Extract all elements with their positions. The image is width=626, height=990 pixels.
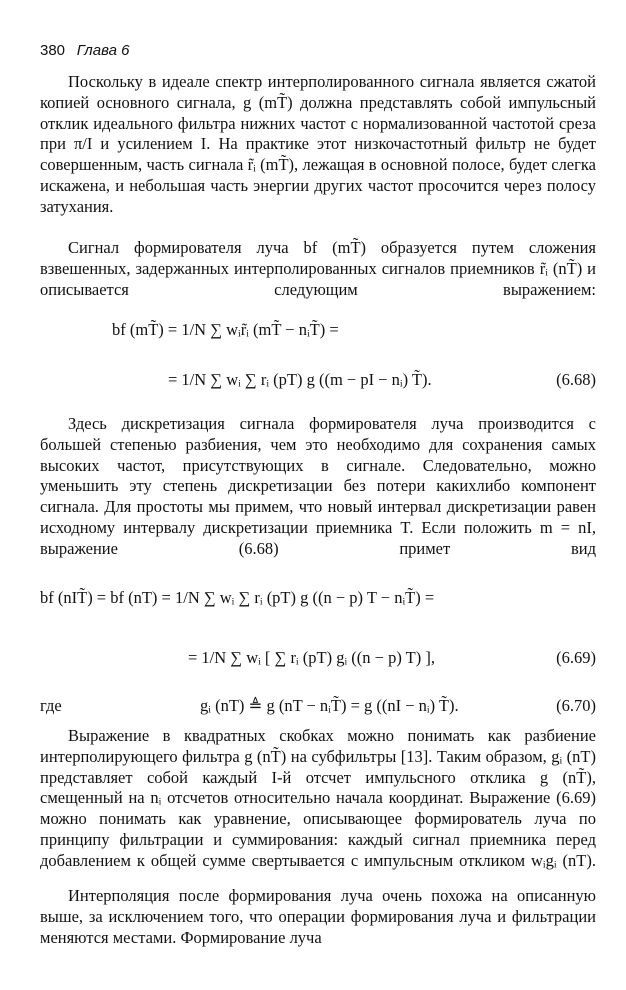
equation-6-68-line-2: = 1/N ∑ wᵢ ∑ rᵢ (pT) g ((m − pI − nᵢ) T̃). bbox=[168, 370, 432, 389]
where-word: где bbox=[40, 696, 62, 715]
chapter-title: Глава 6 bbox=[76, 42, 130, 59]
page-number: 380 bbox=[40, 42, 66, 59]
paragraph-4: Выражение в квадратных скобках можно понимать как разбиение интерполирующего фильтра g (nT̃) на субфильтры [13]. Таким образом, gᵢ (nT) представляет собой каждый I-й отсчет импульсного отклика g (nT̃), смещенный на nᵢ отсчетов относительно начала координат. Выражение (6.69) можно понимать как уравнение, описывающее формирователь луча по принципу фильтрации и суммирования: каждый сигнал приемника перед добавлением к общей сумме свертывается с импульсным откликом wᵢgᵢ (nT). bbox=[40, 726, 596, 870]
paragraph-1: Поскольку в идеале спектр интерполированного сигнала является сжатой копией основного сигнала, g (mT̃) должна представлять собой импульсный отклик идеального фильтра нижних частот с нормализованной частотой среза при π/I и усилением I. На практике этот низкочастотный фильтр не будет совершенным, часть сигнала r̃ᵢ (mT̃), лежащая в основной полосе, будет слегка искажена, и небольшая часть энергии других частот просочится через полосу затухания. bbox=[40, 72, 596, 216]
equation-number-6-68: (6.68) bbox=[556, 370, 596, 389]
equation-6-69-line-2: = 1/N ∑ wᵢ [ ∑ rᵢ (pT) gᵢ ((n − p) T) ], bbox=[188, 648, 435, 667]
page-header bbox=[40, 42, 129, 60]
paragraph-2: Сигнал формирователя луча bf (mT̃) образуется путем сложения взвешенных, задержанных интерполированных сигналов приемников r̃ᵢ (nT̃) и описывается следующим выражением: bbox=[40, 238, 596, 299]
equation-number-6-70: (6.70) bbox=[556, 696, 596, 715]
equation-number-6-69: (6.69) bbox=[556, 648, 596, 667]
equation-6-70: gᵢ (nT) ≜ g (nT − nᵢT̃) = g ((nI − nᵢ) T̃). bbox=[200, 696, 459, 715]
equation-6-68-line-1: bf (mT̃) = 1/N ∑ wᵢr̃ᵢ (mT̃ − nᵢT̃) = bbox=[112, 320, 339, 339]
paragraph-3: Здесь дискретизация сигнала формирователя луча производится с большей степенью разбиения, чем это необходимо для сохранения самых высоких частот, присутствующих в сигнале. Следовательно, можно уменьшить эту степень дискретизации без потери какихлибо компонент сигнала. Для простоты мы примем, что новый интервал дискретизации равен исходному интервалу дискретизации приемника T. Если положить m = nI, выражение (6.68) примет вид bbox=[40, 414, 596, 558]
paragraph-5: Интерполяция после формирования луча очень похожа на описанную выше, за исключением того, что операции формирования луча и фильтрации меняются местами. Формирование луча bbox=[40, 886, 596, 947]
equation-6-69-line-1: bf (nIT̃) = bf (nT) = 1/N ∑ wᵢ ∑ rᵢ (pT) g ((n − p) T − nᵢT̃) = bbox=[40, 588, 435, 607]
